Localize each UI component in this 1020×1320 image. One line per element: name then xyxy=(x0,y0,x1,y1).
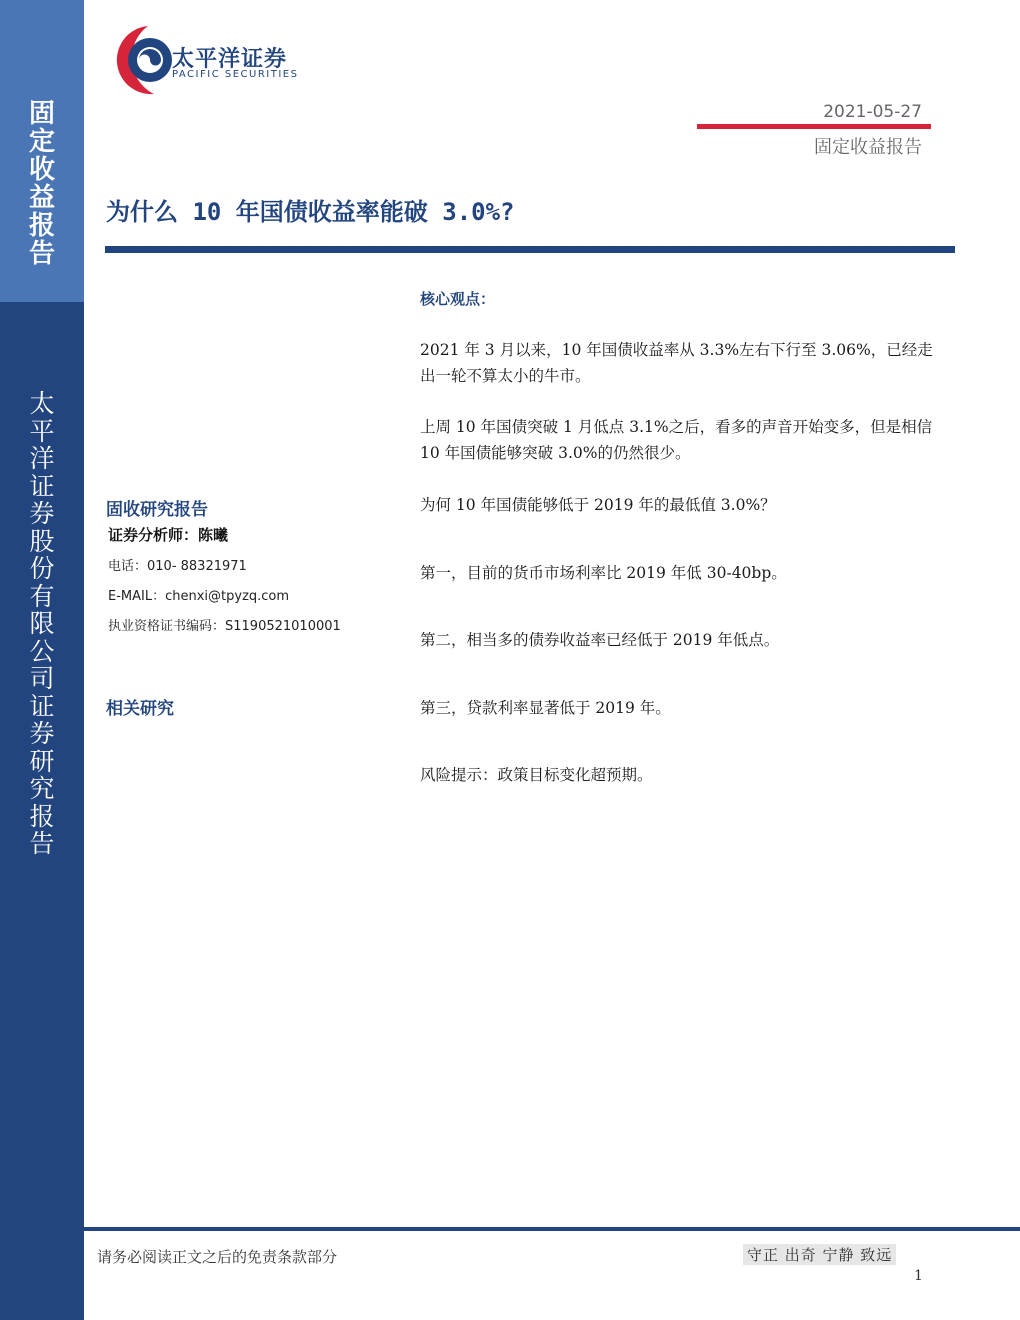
analyst-license: 执业资格证书编码：S1190521010001 xyxy=(108,619,341,634)
paragraph: 第三，贷款利率显著低于 2019 年。 xyxy=(420,699,671,717)
sidebar-char: 券 xyxy=(29,499,55,528)
related-research-heading: 相关研究 xyxy=(106,699,174,719)
sidebar-char: 研 xyxy=(29,746,55,776)
header-red-divider xyxy=(697,124,931,129)
paragraph: 第一，目前的货币市场利率比 2019 年低 30-40bp。 xyxy=(420,564,787,582)
report-title: 为什么 10 年国债收益率能破 3.0%? xyxy=(106,198,515,226)
sidebar-company-name xyxy=(0,390,84,858)
sidebar-char: 公 xyxy=(29,636,55,666)
paragraph: 2021 年 3 月以来，10 年国债收益率从 3.3%左右下行至 3.06%，已经走出一轮不算太小的牛市。 xyxy=(420,341,933,385)
sidebar-char: 平 xyxy=(29,416,55,446)
sidebar-char: 限 xyxy=(29,609,55,638)
title-divider xyxy=(105,246,955,253)
sidebar-char: 洋 xyxy=(29,444,55,473)
core-views-heading: 核心观点： xyxy=(420,290,496,308)
disclaimer-note: 请务必阅读正文之后的免责条款部分 xyxy=(97,1248,338,1266)
sidebar-char: 证 xyxy=(29,471,55,501)
logo-subtitle: PACIFIC SECURITIES xyxy=(172,69,299,80)
sidebar-char: 定 xyxy=(28,127,55,157)
sidebar-char: 收 xyxy=(28,155,55,185)
report-type-label: 固定收益报告 xyxy=(814,137,922,158)
sidebar-char: 有 xyxy=(29,581,55,611)
left-section-heading: 固收研究报告 xyxy=(106,500,208,520)
analyst-email[interactable]: E-MAIL：chenxi@tpyzq.com xyxy=(108,589,290,604)
sidebar-char: 报 xyxy=(29,801,55,831)
sidebar-char: 份 xyxy=(29,554,55,583)
sidebar-char: 告 xyxy=(28,239,55,269)
sidebar-char: 太 xyxy=(29,389,55,418)
company-motto: 守正 出奇 宁静 致远 xyxy=(743,1244,896,1265)
sidebar-char: 司 xyxy=(29,664,55,693)
sidebar-char: 股 xyxy=(29,526,55,556)
sidebar-char: 报 xyxy=(28,211,55,241)
sidebar-char: 究 xyxy=(29,774,55,803)
sidebar-char: 益 xyxy=(28,183,55,213)
sidebar-char: 券 xyxy=(29,719,55,748)
analyst-name: 证券分析师：陈曦 xyxy=(108,526,229,544)
paragraph: 为何 10 年国债能够低于 2019 年的最低值 3.0%？ xyxy=(420,496,776,514)
paragraph: 第二，相当多的债券收益率已经低于 2019 年低点。 xyxy=(420,631,780,649)
analyst-phone: 电话：010- 88321971 xyxy=(108,559,247,574)
report-date: 2021-05-27 xyxy=(823,102,922,122)
sidebar-char: 告 xyxy=(29,829,55,858)
paragraph: 上周 10 年国债突破 1 月低点 3.1%之后，看多的声音开始变多，但是相信 10 年国债能够突破 3.0%的仍然很少。 xyxy=(420,418,933,462)
page-number: 1 xyxy=(914,1268,923,1284)
sidebar-char: 固 xyxy=(28,99,55,129)
logo-wordmark: 太平洋证券 xyxy=(172,47,288,72)
risk-note: 风险提示：政策目标变化超预期。 xyxy=(420,766,653,784)
footer-divider xyxy=(84,1227,1020,1231)
sidebar-char: 证 xyxy=(29,691,55,721)
sidebar-report-category xyxy=(0,100,84,268)
